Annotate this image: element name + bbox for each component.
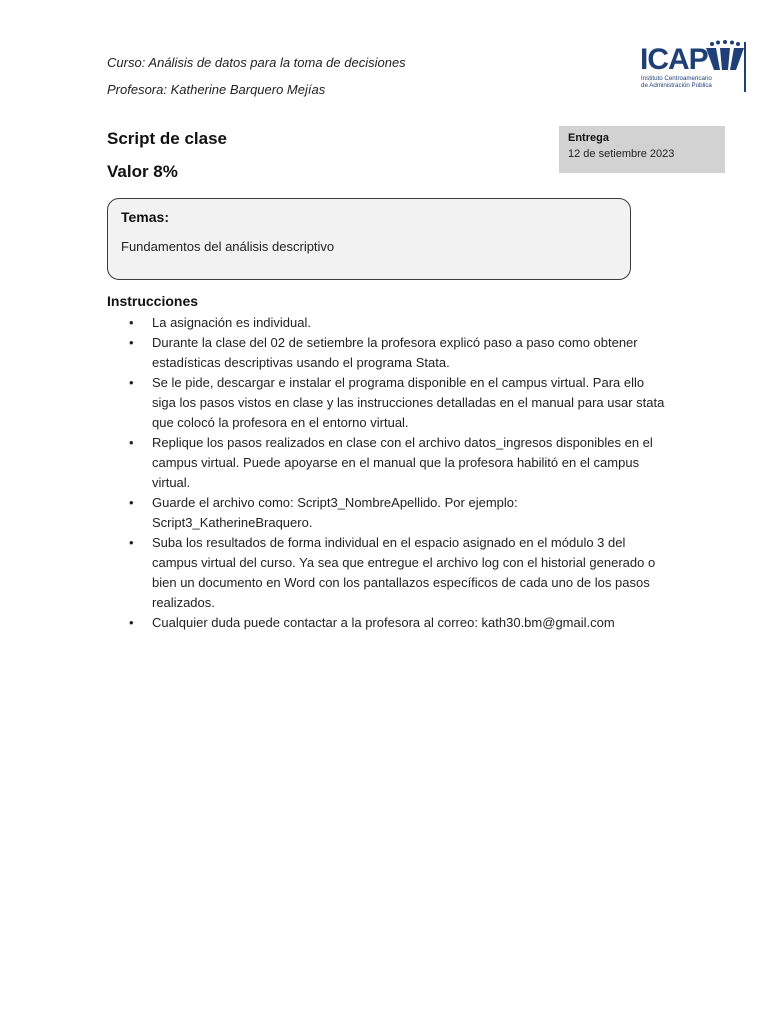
people-emblem-icon [704,40,746,74]
list-item [127,433,667,493]
list-item [127,333,667,373]
delivery-date: 12 de setiembre 2023 [568,148,675,160]
bullet-icon: • [129,615,134,630]
logo-subtitle [641,75,712,89]
list-item [127,493,667,533]
list-item [127,313,667,333]
instruction-text: Cualquier duda puede contactar a la profesora al correo: kath30.bm@gmail.com [152,615,615,630]
bullet-icon: • [129,435,134,450]
delivery-box [559,126,725,173]
bullet-icon: • [129,335,134,350]
logo-subtitle-line1: Instituto Centroamericano [641,75,712,82]
instruction-text: Se le pide, descargar e instalar el programa disponible en el campus virtual. Para ello siga los pasos vistos en clase y las instrucciones detalladas en el manual para usar stata que colocó la profesora en el entorno virtual. [152,375,665,430]
logo-wordmark: ICAP [640,43,708,76]
topics-box [107,198,631,280]
bullet-icon: • [129,315,134,330]
list-item [127,613,667,633]
instruction-text: Suba los resultados de forma individual en el espacio asignado en el módulo 3 del campus virtual del curso. Ya sea que entregue el archivo log con el historial generado o bien un documento en Word con los pantallazos específicos de cada uno de los pasos realizados. [152,535,656,610]
instruction-text: La asignación es individual. [152,315,311,330]
course-line: Curso: Análisis de datos para la toma de decisiones [107,55,406,70]
instructions-title: Instrucciones [107,293,199,309]
logo-divider [744,42,746,92]
topics-label: Temas: [121,209,169,225]
instructions-list [127,313,667,633]
bullet-icon: • [129,495,134,510]
list-item [127,373,667,433]
icap-logo [636,40,748,94]
instruction-text: Replique los pasos realizados en clase con el archivo datos_ingresos disponibles en el campus virtual. Puede apoyarse en el manual que la profesora habilitó en el campus virtual. [152,435,653,490]
logo-subtitle-line2: de Administración Pública [641,82,712,89]
bullet-icon: • [129,375,134,390]
delivery-label: Entrega [568,132,609,144]
instruction-text: Durante la clase del 02 de setiembre la profesora explicó paso a paso como obtener estadísticas descriptivas usando el programa Stata. [152,335,638,370]
teacher-line: Profesora: Katherine Barquero Mejías [107,82,326,97]
instruction-text: Guarde el archivo como: Script3_NombreApellido. Por ejemplo: Script3_KatherineBraquero. [152,495,518,530]
value-label: Valor 8% [107,162,178,181]
document-title: Script de clase [107,129,228,148]
topics-text: Fundamentos del análisis descriptivo [121,239,335,254]
bullet-icon: • [129,535,134,550]
list-item [127,533,667,613]
